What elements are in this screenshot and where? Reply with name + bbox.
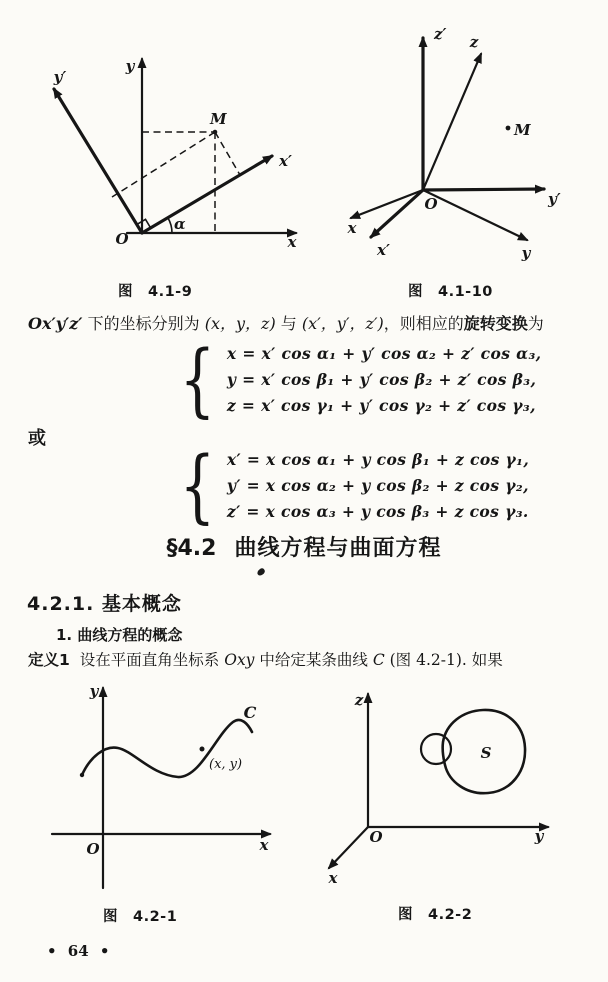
list-item-1: 1. 曲线方程的概念 [56, 626, 183, 644]
intro-paragraph [28, 313, 588, 335]
rotation-transform-term: 旋转变换 [463, 314, 528, 333]
y-axis-label: y [125, 57, 135, 75]
point-xy-label: (x, y) [209, 757, 243, 772]
x-prime-axis [371, 190, 423, 237]
surface-s-label: S [480, 744, 492, 762]
equation-line: y = x′ cos β₁ + y′ cos β₂ + z′ cos β₃, [226, 370, 537, 389]
x-axis-label: x [347, 219, 357, 237]
x-prime-axis [142, 156, 272, 233]
left-brace: { [179, 439, 216, 532]
surface-small-loop [421, 734, 451, 764]
definition-label: 定义1 [28, 651, 70, 669]
section-title: 曲线方程与曲面方程 [234, 536, 442, 561]
equation-line: x′ = x cos α₁ + y cos β₁ + z cos γ₁, [226, 450, 530, 469]
dashed-projection-to-y-prime [112, 132, 215, 197]
curve-start-dot [80, 773, 84, 777]
intro-text-3: ，则相应的 [383, 314, 464, 333]
x-prime-axis-label: x′ [377, 241, 390, 259]
alpha-angle-arc [168, 218, 172, 233]
y-axis-label: y [89, 682, 99, 700]
frame-symbol: Ox′y′z′ [28, 314, 83, 333]
origin-label: O [424, 195, 438, 213]
y-prime-axis-label: y′ [53, 68, 67, 86]
equation-line: z = x′ cos γ₁ + y′ cos γ₂ + z′ cos γ₃, [226, 396, 536, 415]
section-heading [0, 531, 608, 562]
page-number: • 64 • [47, 942, 110, 960]
y-prime-axis-label: y′ [548, 190, 561, 208]
figure-4-2-1 [30, 678, 290, 896]
x-prime-axis-label: x′ [279, 152, 292, 170]
equation-system-1 [172, 333, 542, 426]
or-word: 或 [28, 428, 46, 449]
point-m-dot [213, 130, 218, 135]
curve-c-symbol: C [372, 651, 385, 669]
equation-system-2 [172, 439, 530, 532]
figure-4-1-9 [20, 35, 310, 270]
x-axis-label: x [328, 869, 338, 887]
x-axis [329, 827, 368, 868]
intro-text-2: 与 [275, 314, 302, 333]
left-brace: { [179, 333, 216, 426]
figure-4-2-2-caption: 图 4.2-2 [398, 907, 473, 923]
equation-line: x = x′ cos α₁ + y′ cos α₂ + z′ cos α₃, [226, 344, 542, 363]
z-prime-axis-label: z′ [434, 25, 447, 43]
equation-line: z′ = x cos α₃ + y cos β₃ + z cos γ₃. [226, 502, 529, 521]
y-axis [423, 190, 527, 240]
definition-line [28, 650, 593, 672]
y-prime-axis [423, 189, 544, 190]
point-xy-dot [200, 747, 205, 752]
z-axis [423, 54, 481, 190]
ink-smudge [256, 567, 266, 577]
figure-4-1-10-caption: 图 4.1-10 [408, 284, 493, 300]
subsection-heading: 4.2.1. 基本概念 [27, 593, 182, 615]
intro-text-4: 为 [527, 314, 544, 333]
y-prime-axis [54, 89, 142, 233]
definition-text-3: (图 4.2-1). 如果 [384, 651, 503, 669]
dashed-projection-to-x-prime [215, 132, 240, 175]
alpha-label: α [174, 215, 186, 233]
intro-text-1: 下的坐标分别为 [82, 314, 205, 333]
origin-label: O [86, 840, 100, 858]
point-m-label: M [514, 121, 531, 139]
x-axis [351, 190, 423, 218]
figure-4-1-10 [310, 8, 600, 274]
figure-4-2-2 [310, 678, 580, 896]
definition-text-1: 设在平面直角坐标系 [79, 651, 225, 669]
y-axis-label: y [534, 827, 544, 845]
z-axis-label: z [354, 691, 364, 709]
coords-xyz-prime: (x′，y′，z′) [301, 314, 384, 333]
figure-4-2-1-caption: 图 4.2-1 [103, 909, 178, 925]
figure-4-1-9-caption: 图 4.1-9 [118, 284, 193, 300]
z-axis-label: z [469, 33, 479, 51]
y-axis-label: y [521, 244, 531, 262]
coords-xyz: (x，y，z) [204, 314, 276, 333]
point-m-dot [506, 126, 511, 131]
oxy-symbol: Oxy [224, 651, 255, 669]
equation-line: y′ = x cos α₂ + y cos β₂ + z cos γ₂, [226, 476, 529, 495]
point-m-label: M [210, 110, 227, 128]
curve-c-label: C [243, 703, 257, 722]
x-axis-label: x [287, 233, 297, 251]
section-number: §4.2 [166, 536, 217, 561]
origin-label: O [115, 230, 129, 248]
definition-text-2: 中给定某条曲线 [254, 651, 373, 669]
origin-label: O [369, 828, 383, 846]
x-axis-label: x [259, 836, 269, 854]
